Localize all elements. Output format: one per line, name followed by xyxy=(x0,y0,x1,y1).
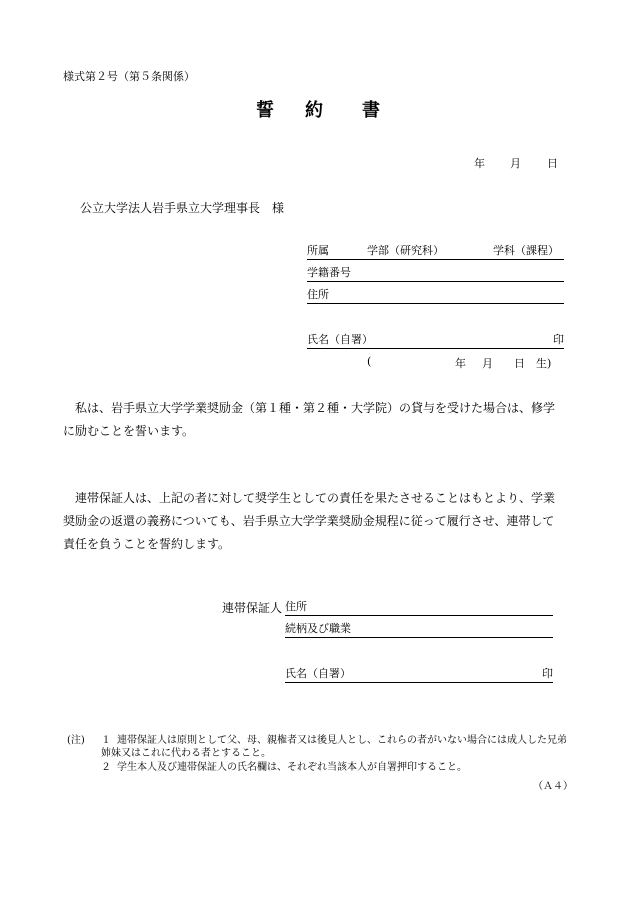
student-address-label: 住所 xyxy=(307,288,329,301)
student-pledge-line-1: 私は、岩手県立大学学業奨励金（第１種・第２種・大学院）の貸与を受けた場合は、修学 xyxy=(63,401,556,415)
birth-month-label: 月 xyxy=(482,357,493,370)
birth-day-label: 日 生) xyxy=(514,357,552,370)
student-seal-mark: 印 xyxy=(553,333,564,346)
title-char-3: 書 xyxy=(362,100,380,121)
student-number-field[interactable] xyxy=(307,265,564,282)
guarantor-pledge xyxy=(63,487,573,556)
guarantor-pledge-line-3: 責任を負うことを誓約します。 xyxy=(63,537,231,551)
title-char-1: 誓 xyxy=(256,100,274,121)
guarantor-name-label: 氏名（自署） xyxy=(285,667,351,680)
guarantor-name-field[interactable] xyxy=(285,666,553,683)
student-number-label: 学籍番号 xyxy=(307,266,351,279)
affiliation-label: 所属 xyxy=(307,244,329,257)
note-2-text: 学生本人及び連帯保証人の氏名欄は、それぞれ当該本人が自署押印すること。 xyxy=(117,762,467,773)
student-pledge-line-2: に励むことを誓います。 xyxy=(63,424,195,438)
birth-year-label: 年 xyxy=(455,357,466,370)
note-1-number: １ xyxy=(101,735,111,746)
notes-prefix: (注) xyxy=(67,735,85,746)
guarantor-pledge-line-2: 奨励金の返還の義務についても、岩手県立大学学業奨励金規程に従って履行させ、連帯して xyxy=(63,514,555,528)
department-label: 学科（課程） xyxy=(493,244,559,257)
note-1-line-2: 姉妹又はこれに代わる者とすること。 xyxy=(101,748,271,759)
form-number-label: 様式第２号（第５条関係） xyxy=(63,70,195,83)
guarantor-seal-mark: 印 xyxy=(542,667,553,680)
student-name-field[interactable] xyxy=(307,332,564,349)
student-address-field[interactable] xyxy=(307,287,564,304)
student-name-label: 氏名（自署） xyxy=(307,333,373,346)
student-pledge xyxy=(63,397,573,443)
guarantor-pledge-line-1: 連帯保証人は、上記の者に対して奨学生としての責任を果たさせることはもとより、学業 xyxy=(63,491,556,505)
date-day-label: 日 xyxy=(547,157,558,170)
guarantor-heading: 連帯保証人 xyxy=(222,601,283,615)
note-1-line-1: 連帯保証人は原則として父、母、親権者又は後見人とし、これらの者がいない場合には成人した兄弟 xyxy=(117,735,567,746)
affiliation-field[interactable] xyxy=(307,243,564,260)
guarantor-relation-field[interactable] xyxy=(285,621,553,638)
date-year-label: 年 xyxy=(474,157,485,170)
paper-size-label: （Ａ４） xyxy=(533,781,573,792)
faculty-label: 学部（研究科） xyxy=(367,244,444,257)
title-char-2: 約 xyxy=(305,100,323,121)
guarantor-address-label: 住所 xyxy=(285,600,307,613)
guarantor-relation-label: 続柄及び職業 xyxy=(285,622,351,635)
addressee: 公立大学法人岩手県立大学理事長 様 xyxy=(80,201,285,215)
guarantor-address-field[interactable] xyxy=(285,599,553,616)
note-2-number: ２ xyxy=(101,762,111,773)
date-month-label: 月 xyxy=(510,157,521,170)
birth-open-paren: ( xyxy=(367,355,372,368)
